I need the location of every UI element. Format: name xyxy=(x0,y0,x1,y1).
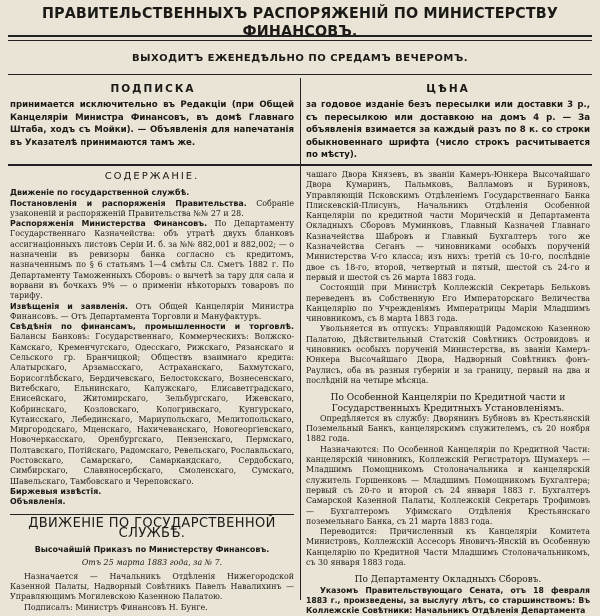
order-text: Назначается — Начальникъ Отдѣленія Нижегородской Казенной Палаты, Надворный Совѣтникъ Павелъ Навалихинъ — Управляющимъ Могилевскою Казенною Палатою. xyxy=(10,571,294,602)
masthead-rule xyxy=(8,35,592,37)
subsection-heading: По Особенной Канцеляріи по Кредитной части и Государственныхъ Кредитныхъ Установленіямъ. xyxy=(330,393,566,414)
paragraph: Увольняется въ отпускъ: Управляющій Радомскою Казенною Палатою, Дѣйствительный Статскій Совѣтникъ Островидовъ и чиновникъ особыхъ порученій Министерства, въ званіи Камеръ-Юнкера Высочайшаго Двора, Надворный Совѣтникъ фонъ-Раулисъ, оба въ разныя губерніи и за границу, первый на два и послѣдній на четыре мѣсяца. xyxy=(306,324,590,385)
contents-item: Биржевыя извѣстія. xyxy=(10,486,102,496)
newspaper-page xyxy=(8,0,592,616)
section-rule xyxy=(10,514,294,515)
contents-item: Постановленія и распоряженія Правительства. Собраніе узаконеній и распоряженій Правительства №№ 27 и 28. xyxy=(10,198,294,218)
contents-item: Распоряженія Министерства Финансовъ. По Департаменту Государственнаго Казначейства: объ утратѣ двухъ бланковъ ассигнаціонныхъ листовъ Серіи И. б. за №№ 882,001 и 882,002; — о назначеніи въ ревизоры банка согласно съ кредитомъ, назначеннымъ по § 6 статьямъ 1—4 смѣты Сл. Сметъ 1882 г. По Департаменту Таможенныхъ Сборовъ: о вычетѣ за тару для сала и ворвани въ бочкахъ 9% — о применіи нѣкоторыхъ товаровъ по тарифу. xyxy=(10,219,294,301)
paragraph: Состоящій при Министрѣ Коллежскій Секретарь Бельковъ переведенъ въ Собственную Его Императорскаго Величества Канцелярію по Учрежденіямъ Императрицы Маріи Младшимъ чиновникомъ, съ 8 марта 1883 года. xyxy=(306,283,590,324)
order-title: Высочайшій Приказъ по Министерству Финансовъ. xyxy=(34,545,270,555)
body-column-divider xyxy=(300,166,301,600)
paragraph: Указомъ Правительствующаго Сената, отъ 18 февраля 1883 г., произведены, за выслугу лѣтъ, со старшинствомъ: Въ Коллежскіе Совѣтники: Начальникъ Отдѣленія Департамента xyxy=(306,585,590,616)
masthead-title: ПРАВИТЕЛЬСТВЕННЫХЪ РАСПОРЯЖЕНІЙ ПО МИНИСТЕРСТВУ ФИНАНСОВЪ. xyxy=(41,4,559,40)
masthead-rule-thin xyxy=(8,40,592,41)
subscription-text: принимается исключительно въ Редакціи (при Общей Канцеляріи Министра Финансовъ, въ домѣ Главнаго Штаба, ходъ съ Мойки). — Объявленія для напечатанія въ Указателѣ принимаются тамъ же. xyxy=(10,100,294,148)
header-column-divider xyxy=(300,78,301,164)
publication-frequency: ВЫХОДИТЪ ЕЖЕНЕДѢЛЬНО ПО СРЕДАМЪ ВЕЧЕРОМЪ. xyxy=(131,53,469,64)
contents-item: Объявленія. xyxy=(10,497,66,507)
contents-item: Извѣщенія и заявленія. Отъ Общей Канцеляріи Министра Финансовъ. — Отъ Департамента Торговли и Мануфактуръ. xyxy=(10,301,294,321)
left-column xyxy=(10,170,294,613)
paragraph: чашаго Двора Князевъ, въ званіи Камеръ-Юнкера Высочайшаго Двора Кумаринъ, Пальмковъ, Валламовъ и Буриновъ, Управляющій Псковскимъ Отдѣленіемъ Государственнаго Банка Плискевскій-Плисунъ, Начальникъ Отдѣленія Особенной Канцеляріи по кредитной части Морическій и Департамента Окладныхъ Сборовъ Муминковъ, Главный Казначей Главнаго Казначейства Шабровъ и Главный Бухгалтеръ того же Казначейства Сеганъ — чиновниками особыхъ порученій Министерства V-го класса; изъ нихъ: третій съ 10-го, послѣдніе двое съ 18-го, второй, четвертый и пятый, шестой съ 24-го и первый и шестой съ 26 марта 1883 года. xyxy=(306,170,590,282)
contents-item: Свѣдѣнія по финансамъ, промышленности и торговлѣ. Балансы Банковъ: Государственнаго, Коммерческихъ: Волжско-Камскаго, Кременчугскаго, Одесскаго, Рижскаго, Рязанскаго и Сельского гр. Бранчицкой; Обществъ взаимнаго кредита: Алатырскаго, Арзамасскаго, Астраханскаго, Бахмутскаго, Борисоглѣбскаго, Бердичевскаго, Белостокскаго, Вознесенскаго, Витебскаго, Ельнинскаго, Калужскаго, Елисаветградскаго, Енисейскаго, Житомирскаго, Зельбургскаго, Ижевскаго, Кобринскаго, Козловскаго, Кологривскаго, Кунгурскаго, Кутаисскаго, Лебединскаго, Мариупольскаго, Мелитопольскаго, Миргородскаго, Мценскаго, Нахичеванскаго, Новогеоргіевскаго, Новочеркасскаго, Оренбургскаго, Пензенскаго, Пермскаго, Полтавскаго, Потійскаго, Радомскаго, Ревельскаго, Рославльскаго, Ростовскаго, Самарскаго, Самаркандскаго, Сердобскаго, Симбирскаго, Славяносербскаго, Смоленскаго, Сумскаго, Шавельскаго, Тамбовскаго и Череповскаго. xyxy=(10,322,294,486)
subheader-rule xyxy=(8,74,592,75)
section-title: ДВИЖЕНІЕ ПО ГОСУДАРСТВЕННОЙ СЛУЖБѢ. xyxy=(28,515,276,541)
subsection-heading: По Департаменту Окладныхъ Сборовъ. xyxy=(354,575,542,586)
paragraph: Назначаются: По Особенной Канцеляріи по Кредитной Части: канцелярскій чиновникъ, Коллежскій Регистраторъ Шумахеръ — Младшимъ Помощникомъ Столоначальника и канцелярскій служитель Горшенковъ — Младшимъ Помощникомъ Бухгалтера; первый съ 20-го и второй съ 24 января 1883 г. Бухгалтеръ Самарской Казенной Палаты, Коллежскій Секретарь Трофимовъ — Бухгалтеромъ Уфимскаго Отдѣленія Крестьянскаго поземельнаго Банка, съ 21 марта 1883 года. xyxy=(306,444,590,526)
price-heading: ЦѢНА xyxy=(426,83,470,95)
price-text: за годовое изданіе безъ пересылки или доставки 3 р., съ пересылкою или доставкою на домъ 4 р. — За объявленія взимается за каждый разъ по 8 к. со строки обыкновеннаго шрифта (число строкъ расчитывается по мѣсту). xyxy=(306,100,590,160)
order-signature: Подписалъ: Министръ Финансовъ Н. Бунге. xyxy=(24,602,208,612)
paragraph: Переводится: Причисленный къ Канцеляріи Комитета Министровъ, Коллежскій Ассесоръ Яновичъ-Янскій въ Особенную Канцелярію по Кредитной Части Младшимъ Столоначальникомъ, съ 30 января 1883 года. xyxy=(306,527,590,567)
contents-item: Движеніе по государственной службѣ. xyxy=(10,188,190,198)
order-date: Отъ 25 марта 1883 года, за № 7. xyxy=(81,558,223,568)
paragraph: Опредѣляется въ службу: Дворянинъ Бубновъ въ Крестьянскій Поземельный Банкъ, канцелярскимъ служителемъ, съ 20 ноября 1882 года. xyxy=(306,413,590,444)
contents-title: СОДЕРЖАНІЕ. xyxy=(104,171,200,182)
right-column xyxy=(306,170,590,616)
subscription-heading: ПОДПИСКА xyxy=(110,83,196,95)
